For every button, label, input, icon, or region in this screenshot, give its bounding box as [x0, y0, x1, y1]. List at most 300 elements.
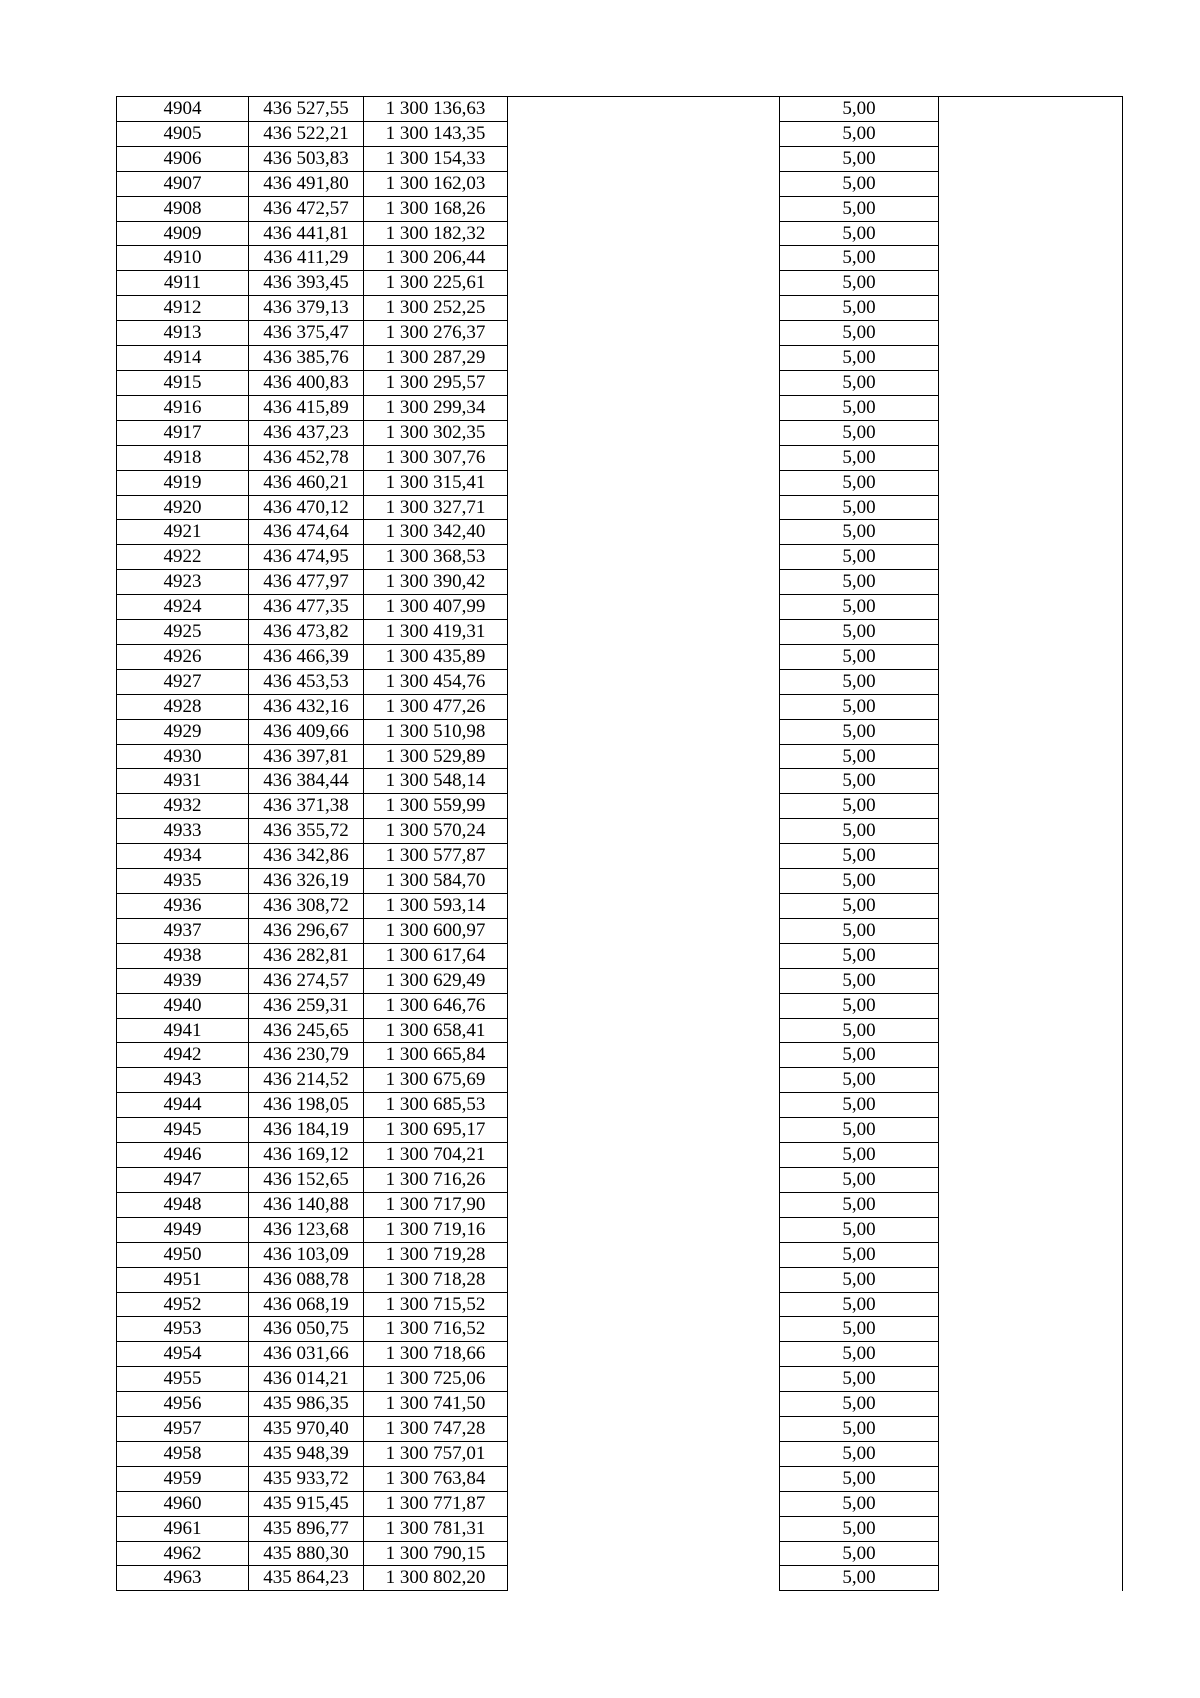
value-cell: 5,00	[780, 271, 939, 296]
value-cell: 5,00	[780, 520, 939, 545]
x-coordinate-cell: 436 470,12	[249, 495, 364, 520]
point-number-cell: 4940	[117, 993, 249, 1018]
empty-cell	[939, 844, 1123, 869]
value-cell: 5,00	[780, 470, 939, 495]
x-coordinate-cell: 436 466,39	[249, 644, 364, 669]
empty-cell	[939, 1043, 1123, 1068]
x-coordinate-cell: 436 474,95	[249, 545, 364, 570]
empty-cell	[508, 1541, 780, 1566]
point-number-cell: 4933	[117, 819, 249, 844]
empty-cell	[508, 470, 780, 495]
x-coordinate-cell: 436 152,65	[249, 1167, 364, 1192]
empty-cell	[939, 1167, 1123, 1192]
x-coordinate-cell: 436 474,64	[249, 520, 364, 545]
table-row	[117, 1267, 1123, 1292]
point-number-cell: 4944	[117, 1093, 249, 1118]
y-coordinate-cell: 1 300 717,90	[364, 1192, 508, 1217]
point-number-cell: 4924	[117, 595, 249, 620]
y-coordinate-cell: 1 300 665,84	[364, 1043, 508, 1068]
table-row	[117, 1417, 1123, 1442]
point-number-cell: 4956	[117, 1392, 249, 1417]
empty-cell	[508, 669, 780, 694]
x-coordinate-cell: 436 375,47	[249, 321, 364, 346]
empty-cell	[939, 520, 1123, 545]
value-cell: 5,00	[780, 1018, 939, 1043]
empty-cell	[939, 1192, 1123, 1217]
table-row	[117, 1217, 1123, 1242]
value-cell: 5,00	[780, 346, 939, 371]
y-coordinate-cell: 1 300 771,87	[364, 1491, 508, 1516]
point-number-cell: 4910	[117, 246, 249, 271]
y-coordinate-cell: 1 300 225,61	[364, 271, 508, 296]
empty-cell	[939, 694, 1123, 719]
table-row	[117, 520, 1123, 545]
y-coordinate-cell: 1 300 252,25	[364, 296, 508, 321]
x-coordinate-cell: 436 477,35	[249, 595, 364, 620]
point-number-cell: 4922	[117, 545, 249, 570]
value-cell: 5,00	[780, 669, 939, 694]
value-cell: 5,00	[780, 1267, 939, 1292]
value-cell: 5,00	[780, 1516, 939, 1541]
y-coordinate-cell: 1 300 390,42	[364, 570, 508, 595]
empty-cell	[939, 246, 1123, 271]
y-coordinate-cell: 1 300 747,28	[364, 1417, 508, 1442]
value-cell: 5,00	[780, 445, 939, 470]
empty-cell	[939, 221, 1123, 246]
y-coordinate-cell: 1 300 529,89	[364, 744, 508, 769]
point-number-cell: 4914	[117, 346, 249, 371]
x-coordinate-cell: 436 384,44	[249, 769, 364, 794]
point-number-cell: 4929	[117, 719, 249, 744]
empty-cell	[939, 1292, 1123, 1317]
x-coordinate-cell: 436 245,65	[249, 1018, 364, 1043]
x-coordinate-cell: 436 050,75	[249, 1317, 364, 1342]
point-number-cell: 4958	[117, 1441, 249, 1466]
table-row	[117, 669, 1123, 694]
empty-cell	[939, 495, 1123, 520]
x-coordinate-cell: 436 259,31	[249, 993, 364, 1018]
value-cell: 5,00	[780, 819, 939, 844]
x-coordinate-cell: 436 379,13	[249, 296, 364, 321]
point-number-cell: 4936	[117, 894, 249, 919]
value-cell: 5,00	[780, 894, 939, 919]
empty-cell	[939, 669, 1123, 694]
y-coordinate-cell: 1 300 593,14	[364, 894, 508, 919]
empty-cell	[939, 819, 1123, 844]
empty-cell	[939, 545, 1123, 570]
point-number-cell: 4916	[117, 395, 249, 420]
x-coordinate-cell: 435 896,77	[249, 1516, 364, 1541]
empty-cell	[939, 1242, 1123, 1267]
value-cell: 5,00	[780, 844, 939, 869]
empty-cell	[508, 1267, 780, 1292]
table-row	[117, 769, 1123, 794]
table-row	[117, 1192, 1123, 1217]
point-number-cell: 4957	[117, 1417, 249, 1442]
table-row	[117, 221, 1123, 246]
table-row	[117, 1491, 1123, 1516]
table-row	[117, 744, 1123, 769]
value-cell: 5,00	[780, 370, 939, 395]
y-coordinate-cell: 1 300 168,26	[364, 196, 508, 221]
empty-cell	[508, 1466, 780, 1491]
table-row	[117, 943, 1123, 968]
empty-cell	[939, 1566, 1123, 1591]
point-number-cell: 4911	[117, 271, 249, 296]
table-row	[117, 794, 1123, 819]
value-cell: 5,00	[780, 1491, 939, 1516]
value-cell: 5,00	[780, 171, 939, 196]
value-cell: 5,00	[780, 1566, 939, 1591]
point-number-cell: 4953	[117, 1317, 249, 1342]
y-coordinate-cell: 1 300 435,89	[364, 644, 508, 669]
empty-cell	[508, 943, 780, 968]
value-cell: 5,00	[780, 1093, 939, 1118]
empty-cell	[939, 196, 1123, 221]
y-coordinate-cell: 1 300 704,21	[364, 1143, 508, 1168]
y-coordinate-cell: 1 300 327,71	[364, 495, 508, 520]
x-coordinate-cell: 436 230,79	[249, 1043, 364, 1068]
y-coordinate-cell: 1 300 510,98	[364, 719, 508, 744]
point-number-cell: 4962	[117, 1541, 249, 1566]
table-row	[117, 620, 1123, 645]
x-coordinate-cell: 436 355,72	[249, 819, 364, 844]
point-number-cell: 4963	[117, 1566, 249, 1591]
x-coordinate-cell: 435 986,35	[249, 1392, 364, 1417]
empty-cell	[939, 1491, 1123, 1516]
y-coordinate-cell: 1 300 407,99	[364, 595, 508, 620]
x-coordinate-cell: 436 342,86	[249, 844, 364, 869]
y-coordinate-cell: 1 300 763,84	[364, 1466, 508, 1491]
empty-cell	[939, 1118, 1123, 1143]
empty-cell	[939, 146, 1123, 171]
x-coordinate-cell: 436 503,83	[249, 146, 364, 171]
x-coordinate-cell: 436 393,45	[249, 271, 364, 296]
table-row	[117, 321, 1123, 346]
x-coordinate-cell: 436 123,68	[249, 1217, 364, 1242]
empty-cell	[939, 420, 1123, 445]
x-coordinate-cell: 436 397,81	[249, 744, 364, 769]
point-number-cell: 4938	[117, 943, 249, 968]
value-cell: 5,00	[780, 769, 939, 794]
empty-cell	[939, 993, 1123, 1018]
value-cell: 5,00	[780, 644, 939, 669]
empty-cell	[508, 1093, 780, 1118]
y-coordinate-cell: 1 300 302,35	[364, 420, 508, 445]
table-row	[117, 894, 1123, 919]
empty-cell	[508, 221, 780, 246]
table-row	[117, 271, 1123, 296]
empty-cell	[508, 495, 780, 520]
empty-cell	[939, 918, 1123, 943]
y-coordinate-cell: 1 300 675,69	[364, 1068, 508, 1093]
value-cell: 5,00	[780, 1541, 939, 1566]
table-row	[117, 1242, 1123, 1267]
x-coordinate-cell: 436 014,21	[249, 1367, 364, 1392]
empty-cell	[508, 1167, 780, 1192]
empty-cell	[508, 520, 780, 545]
y-coordinate-cell: 1 300 295,57	[364, 370, 508, 395]
empty-cell	[939, 445, 1123, 470]
empty-cell	[508, 1118, 780, 1143]
x-coordinate-cell: 436 437,23	[249, 420, 364, 445]
empty-cell	[508, 1516, 780, 1541]
value-cell: 5,00	[780, 1217, 939, 1242]
x-coordinate-cell: 436 169,12	[249, 1143, 364, 1168]
point-number-cell: 4951	[117, 1267, 249, 1292]
point-number-cell: 4960	[117, 1491, 249, 1516]
table-row	[117, 644, 1123, 669]
table-row	[117, 869, 1123, 894]
value-cell: 5,00	[780, 943, 939, 968]
x-coordinate-cell: 436 214,52	[249, 1068, 364, 1093]
empty-cell	[508, 595, 780, 620]
point-number-cell: 4932	[117, 794, 249, 819]
y-coordinate-cell: 1 300 154,33	[364, 146, 508, 171]
x-coordinate-cell: 436 308,72	[249, 894, 364, 919]
point-number-cell: 4918	[117, 445, 249, 470]
value-cell: 5,00	[780, 1392, 939, 1417]
value-cell: 5,00	[780, 869, 939, 894]
table-row	[117, 1292, 1123, 1317]
point-number-cell: 4952	[117, 1292, 249, 1317]
empty-cell	[508, 570, 780, 595]
value-cell: 5,00	[780, 545, 939, 570]
value-cell: 5,00	[780, 570, 939, 595]
table-row	[117, 819, 1123, 844]
table-row	[117, 918, 1123, 943]
point-number-cell: 4921	[117, 520, 249, 545]
table-row	[117, 370, 1123, 395]
y-coordinate-cell: 1 300 342,40	[364, 520, 508, 545]
value-cell: 5,00	[780, 1292, 939, 1317]
table-row	[117, 395, 1123, 420]
x-coordinate-cell: 435 933,72	[249, 1466, 364, 1491]
y-coordinate-cell: 1 300 287,29	[364, 346, 508, 371]
empty-cell	[939, 595, 1123, 620]
point-number-cell: 4935	[117, 869, 249, 894]
empty-cell	[939, 1441, 1123, 1466]
value-cell: 5,00	[780, 1317, 939, 1342]
x-coordinate-cell: 436 472,57	[249, 196, 364, 221]
x-coordinate-cell: 436 385,76	[249, 346, 364, 371]
point-number-cell: 4942	[117, 1043, 249, 1068]
empty-cell	[939, 869, 1123, 894]
y-coordinate-cell: 1 300 559,99	[364, 794, 508, 819]
table-row	[117, 1018, 1123, 1043]
x-coordinate-cell: 436 296,67	[249, 918, 364, 943]
x-coordinate-cell: 436 527,55	[249, 97, 364, 122]
empty-cell	[508, 246, 780, 271]
point-number-cell: 4920	[117, 495, 249, 520]
table-row	[117, 196, 1123, 221]
empty-cell	[508, 1068, 780, 1093]
x-coordinate-cell: 436 441,81	[249, 221, 364, 246]
x-coordinate-cell: 436 400,83	[249, 370, 364, 395]
point-number-cell: 4908	[117, 196, 249, 221]
empty-cell	[939, 894, 1123, 919]
coordinates-table-body	[117, 97, 1123, 1591]
empty-cell	[939, 470, 1123, 495]
empty-cell	[508, 321, 780, 346]
point-number-cell: 4912	[117, 296, 249, 321]
y-coordinate-cell: 1 300 695,17	[364, 1118, 508, 1143]
empty-cell	[508, 171, 780, 196]
table-row	[117, 570, 1123, 595]
y-coordinate-cell: 1 300 162,03	[364, 171, 508, 196]
y-coordinate-cell: 1 300 600,97	[364, 918, 508, 943]
y-coordinate-cell: 1 300 584,70	[364, 869, 508, 894]
x-coordinate-cell: 436 522,21	[249, 121, 364, 146]
table-row	[117, 1317, 1123, 1342]
value-cell: 5,00	[780, 1417, 939, 1442]
point-number-cell: 4919	[117, 470, 249, 495]
point-number-cell: 4923	[117, 570, 249, 595]
empty-cell	[939, 1367, 1123, 1392]
empty-cell	[508, 545, 780, 570]
table-row	[117, 1043, 1123, 1068]
y-coordinate-cell: 1 300 617,64	[364, 943, 508, 968]
value-cell: 5,00	[780, 246, 939, 271]
value-cell: 5,00	[780, 1192, 939, 1217]
empty-cell	[508, 1317, 780, 1342]
y-coordinate-cell: 1 300 629,49	[364, 968, 508, 993]
empty-cell	[939, 1018, 1123, 1043]
empty-cell	[508, 844, 780, 869]
point-number-cell: 4955	[117, 1367, 249, 1392]
table-row	[117, 1167, 1123, 1192]
point-number-cell: 4961	[117, 1516, 249, 1541]
empty-cell	[508, 196, 780, 221]
point-number-cell: 4943	[117, 1068, 249, 1093]
x-coordinate-cell: 436 477,97	[249, 570, 364, 595]
point-number-cell: 4959	[117, 1466, 249, 1491]
y-coordinate-cell: 1 300 716,26	[364, 1167, 508, 1192]
empty-cell	[508, 1043, 780, 1068]
table-row	[117, 844, 1123, 869]
empty-cell	[939, 620, 1123, 645]
table-row	[117, 1118, 1123, 1143]
x-coordinate-cell: 435 970,40	[249, 1417, 364, 1442]
point-number-cell: 4905	[117, 121, 249, 146]
value-cell: 5,00	[780, 97, 939, 122]
value-cell: 5,00	[780, 495, 939, 520]
value-cell: 5,00	[780, 221, 939, 246]
point-number-cell: 4947	[117, 1167, 249, 1192]
y-coordinate-cell: 1 300 741,50	[364, 1392, 508, 1417]
empty-cell	[508, 1367, 780, 1392]
x-coordinate-cell: 436 491,80	[249, 171, 364, 196]
point-number-cell: 4906	[117, 146, 249, 171]
value-cell: 5,00	[780, 744, 939, 769]
coordinates-table	[116, 96, 1123, 1591]
value-cell: 5,00	[780, 146, 939, 171]
table-row	[117, 1516, 1123, 1541]
x-coordinate-cell: 436 326,19	[249, 869, 364, 894]
value-cell: 5,00	[780, 1242, 939, 1267]
empty-cell	[508, 869, 780, 894]
x-coordinate-cell: 436 453,53	[249, 669, 364, 694]
y-coordinate-cell: 1 300 719,28	[364, 1242, 508, 1267]
empty-cell	[508, 993, 780, 1018]
value-cell: 5,00	[780, 121, 939, 146]
value-cell: 5,00	[780, 694, 939, 719]
y-coordinate-cell: 1 300 718,66	[364, 1342, 508, 1367]
point-number-cell: 4948	[117, 1192, 249, 1217]
point-number-cell: 4931	[117, 769, 249, 794]
value-cell: 5,00	[780, 595, 939, 620]
empty-cell	[939, 1217, 1123, 1242]
y-coordinate-cell: 1 300 781,31	[364, 1516, 508, 1541]
y-coordinate-cell: 1 300 307,76	[364, 445, 508, 470]
y-coordinate-cell: 1 300 725,06	[364, 1367, 508, 1392]
x-coordinate-cell: 436 274,57	[249, 968, 364, 993]
x-coordinate-cell: 436 409,66	[249, 719, 364, 744]
point-number-cell: 4950	[117, 1242, 249, 1267]
empty-cell	[508, 445, 780, 470]
table-row	[117, 495, 1123, 520]
empty-cell	[939, 321, 1123, 346]
point-number-cell: 4954	[117, 1342, 249, 1367]
value-cell: 5,00	[780, 1441, 939, 1466]
y-coordinate-cell: 1 300 570,24	[364, 819, 508, 844]
value-cell: 5,00	[780, 1367, 939, 1392]
table-row	[117, 719, 1123, 744]
y-coordinate-cell: 1 300 136,63	[364, 97, 508, 122]
x-coordinate-cell: 436 140,88	[249, 1192, 364, 1217]
y-coordinate-cell: 1 300 276,37	[364, 321, 508, 346]
y-coordinate-cell: 1 300 182,32	[364, 221, 508, 246]
y-coordinate-cell: 1 300 477,26	[364, 694, 508, 719]
empty-cell	[939, 1143, 1123, 1168]
point-number-cell: 4945	[117, 1118, 249, 1143]
x-coordinate-cell: 436 031,66	[249, 1342, 364, 1367]
empty-cell	[508, 620, 780, 645]
table-row	[117, 993, 1123, 1018]
table-row	[117, 171, 1123, 196]
y-coordinate-cell: 1 300 658,41	[364, 1018, 508, 1043]
x-coordinate-cell: 436 068,19	[249, 1292, 364, 1317]
value-cell: 5,00	[780, 918, 939, 943]
y-coordinate-cell: 1 300 719,16	[364, 1217, 508, 1242]
empty-cell	[939, 968, 1123, 993]
empty-cell	[508, 420, 780, 445]
empty-cell	[939, 121, 1123, 146]
table-row	[117, 1541, 1123, 1566]
y-coordinate-cell: 1 300 454,76	[364, 669, 508, 694]
empty-cell	[508, 968, 780, 993]
point-number-cell: 4946	[117, 1143, 249, 1168]
value-cell: 5,00	[780, 321, 939, 346]
point-number-cell: 4925	[117, 620, 249, 645]
empty-cell	[939, 1466, 1123, 1491]
empty-cell	[508, 769, 780, 794]
empty-cell	[508, 346, 780, 371]
empty-cell	[508, 97, 780, 122]
x-coordinate-cell: 436 371,38	[249, 794, 364, 819]
point-number-cell: 4937	[117, 918, 249, 943]
empty-cell	[508, 146, 780, 171]
table-row	[117, 246, 1123, 271]
empty-cell	[939, 769, 1123, 794]
point-number-cell: 4926	[117, 644, 249, 669]
value-cell: 5,00	[780, 1466, 939, 1491]
x-coordinate-cell: 436 411,29	[249, 246, 364, 271]
table-row	[117, 420, 1123, 445]
empty-cell	[508, 694, 780, 719]
value-cell: 5,00	[780, 1143, 939, 1168]
empty-cell	[508, 1392, 780, 1417]
